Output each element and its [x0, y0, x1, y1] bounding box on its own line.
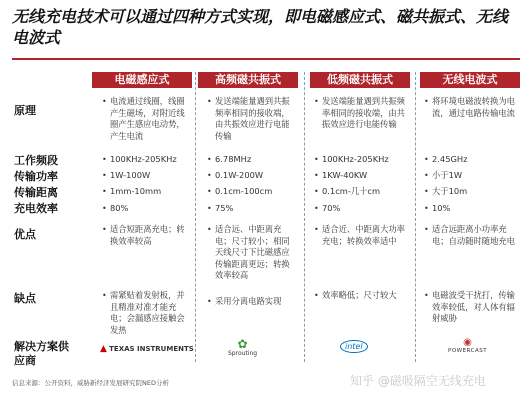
row-label-efficiency: 充电效率 [14, 202, 58, 215]
cell-pros: • 适合远距离小功率充电；自动随时随地充电 [424, 224, 515, 246]
row-label-pros: 优点 [14, 228, 36, 241]
vendor-logo-sprouting: ✿ Sprouting [228, 337, 258, 357]
vendor-logo-ti: ▲ TEXAS INSTRUMENTS [100, 344, 194, 354]
cell-frequency: • 100KHz-205KHz [314, 154, 389, 164]
cell-frequency: • 6.78MHz [207, 154, 252, 164]
sprout-icon: ✿ [237, 337, 248, 351]
vendor-logo-intel: intel [340, 340, 368, 353]
cell-cons: • 采用分离电路实现 [207, 296, 282, 306]
row-label-frequency: 工作频段 [14, 154, 58, 167]
column-divider [195, 72, 196, 362]
cell-pros: • 适合近、中距离大功率充电；转换效率适中 [314, 224, 405, 246]
cell-cons: • 电磁波受干扰打，传输效率较低，对人体有辐射威胁 [424, 290, 515, 323]
watermark: 知乎 @磁吸隔空无线充电 [350, 374, 486, 388]
header-low-freq-resonance: 低频磁共振式 [310, 72, 410, 88]
cell-efficiency: • 10% [424, 203, 451, 213]
cell-principle: • 将环境电磁波转换为电流，通过电路传输电流 [424, 96, 515, 118]
powercast-icon: ◉ [463, 337, 472, 348]
cell-distance: • 0.1cm-100cm [207, 186, 273, 196]
column-divider [415, 72, 416, 362]
source-note: 信息来源：公开资料，威胁新经济发展研究院NED分析 [12, 379, 169, 387]
cell-cons: • 效率略低；尺寸较大 [314, 290, 397, 300]
cell-cons: • 需紧贴着发射板，并且精准对准才能充电；会漏感应接触会发热 [102, 290, 185, 335]
row-label-vendors: 解决方案供应商 [14, 340, 69, 367]
cell-efficiency: • 70% [314, 203, 341, 213]
ti-chip-icon: ▲ [100, 344, 107, 354]
header-electromagnetic-induction: 电磁感应式 [92, 72, 192, 88]
cell-efficiency: • 80% [102, 203, 129, 213]
cell-principle: • 发送端能量遇到共振频率相同的接收端，由共振效应进行电能传输 [207, 96, 290, 141]
cell-distance: • 0.1cm-几十cm [314, 186, 381, 196]
row-label-power: 传输功率 [14, 170, 58, 183]
cell-efficiency: • 75% [207, 203, 234, 213]
row-label-distance: 传输距离 [14, 186, 58, 199]
header-high-freq-resonance: 高频磁共振式 [198, 72, 298, 88]
cell-frequency: • 100KHz-205KHz [102, 154, 177, 164]
cell-power: • 1W-100W [102, 170, 151, 180]
cell-power: • 小于1W [424, 170, 463, 180]
cell-principle: • 发送端能量遇到共振频率相同的接收端，由共振效应进行电能传输 [314, 96, 405, 129]
cell-power: • 0.1W-200W [207, 170, 264, 180]
page-title: 无线充电技术可以通过四种方式实现，即电磁感应式、磁共振式、无线电波式 [12, 7, 509, 47]
cell-pros: • 适合远、中距离充电；尺寸较小；相同天线尺寸下比磁感应传输距离更远；转换效率较高 [207, 224, 290, 280]
header-radio-wave: 无线电波式 [420, 72, 520, 88]
vendor-logo-powercast: ◉ POWERCAST [448, 337, 488, 354]
cell-frequency: • 2.45GHz [424, 154, 468, 164]
column-divider [304, 72, 305, 362]
cell-distance: • 1mm-10mm [102, 186, 162, 196]
row-label-principle: 原理 [14, 104, 36, 117]
title-underline [12, 58, 520, 60]
cell-pros: • 适合短距离充电；转换效率较高 [102, 224, 185, 246]
cell-distance: • 大于10m [424, 186, 468, 196]
cell-power: • 1KW-40KW [314, 170, 368, 180]
cell-principle: • 电流通过线圈，线圈产生磁场，对附近线圈产生感应电动势，产生电流 [102, 96, 185, 141]
row-label-cons: 缺点 [14, 292, 36, 305]
